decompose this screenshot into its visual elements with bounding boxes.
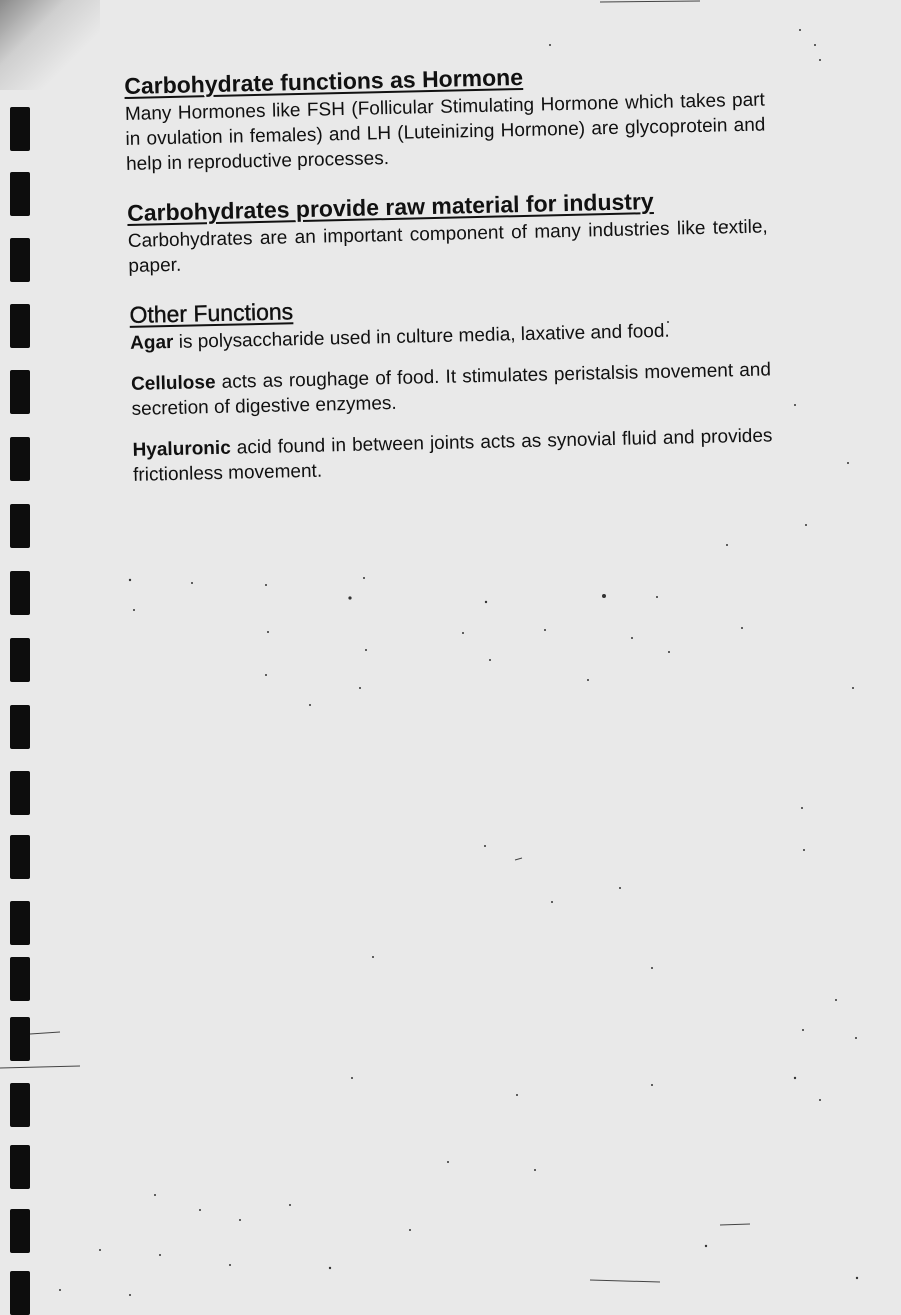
paragraph-text: Many Hormones like FSH (Follicular Stimulating Hormone which takes part in ovulation in females) and LH (Luteinizing Hormone) are glycoprotein and help in reproductive processes. (125, 89, 766, 175)
term-hyaluronic: Hyaluronic (132, 438, 231, 461)
paragraph (125, 87, 767, 177)
paragraph-text: is polysaccharide used in culture media, laxative and food. (173, 321, 670, 353)
paragraph-text: acts as roughage of food. It stimulates peristalsis movement and secretion of digestive enzymes. (131, 359, 771, 420)
section-other-functions (129, 286, 773, 487)
term-agar: Agar (130, 332, 174, 354)
paragraph-text: acid found in between joints acts as synovial fluid and provides frictionless movement. (133, 425, 773, 486)
term-cellulose: Cellulose (131, 372, 216, 395)
section-hormone (124, 57, 766, 176)
section-heading: Carbohydrate functions as Hormone (124, 57, 764, 100)
document-body (124, 57, 774, 509)
paragraph (132, 423, 773, 488)
section-heading: Other Functions (129, 286, 769, 329)
paragraph-text: Carbohydrates are an important component of many industries like textile, paper. (128, 216, 768, 277)
section-industry (127, 184, 769, 278)
section-heading: Carbohydrates provide raw material for industry (127, 184, 767, 227)
paragraph (131, 357, 772, 422)
